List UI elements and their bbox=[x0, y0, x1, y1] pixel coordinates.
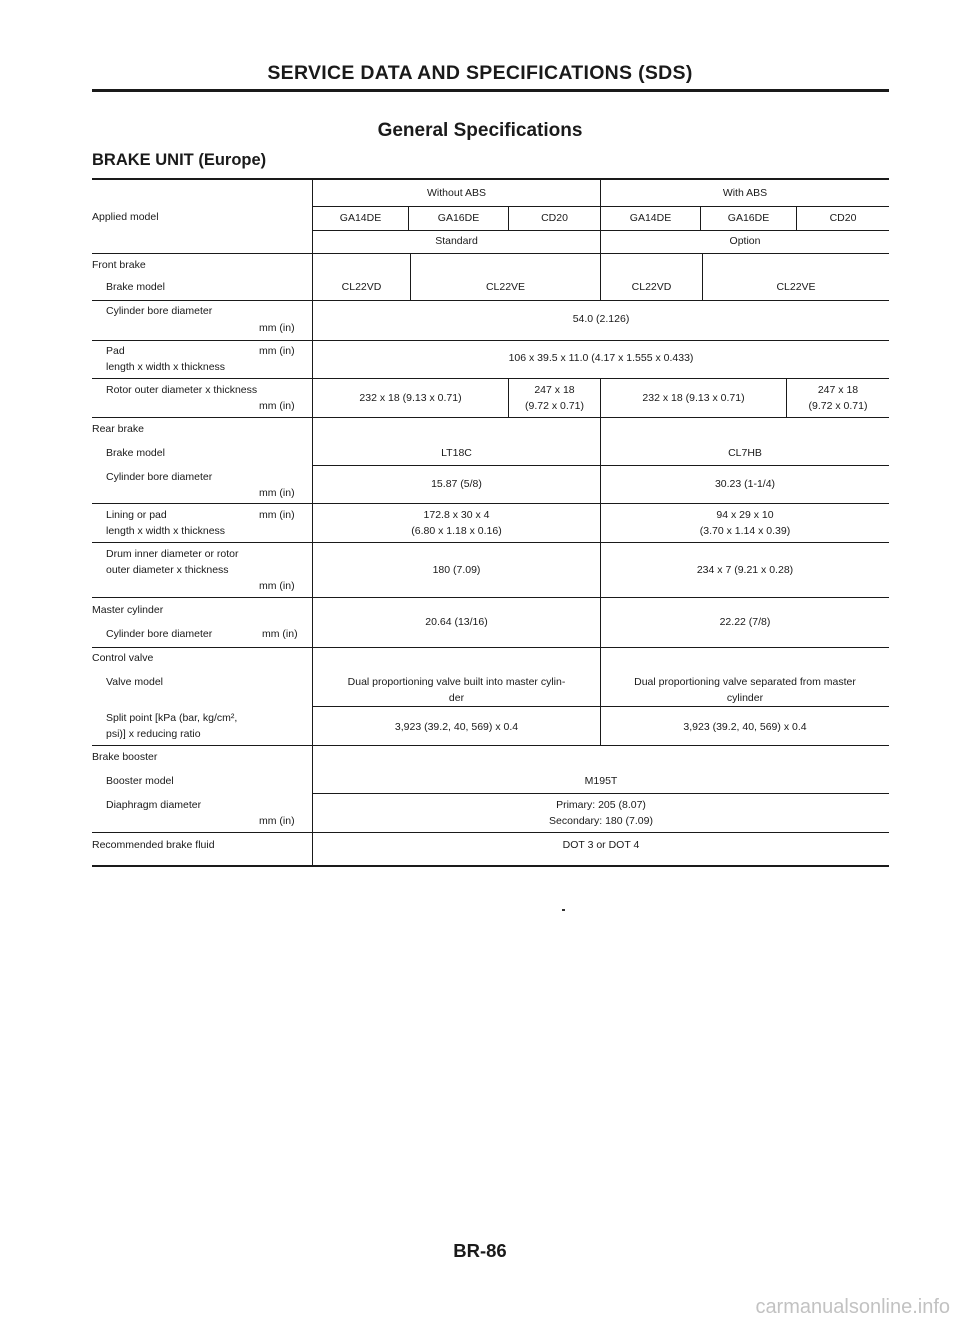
label-drum-1: Drum inner diameter or rotor bbox=[106, 548, 239, 560]
label-lining: Lining or pad bbox=[106, 509, 167, 521]
cell-ga14de-with: GA14DE bbox=[629, 212, 672, 224]
label-master-cylinder: Master cylinder bbox=[92, 604, 164, 616]
cell-split-2: 3,923 (39.2, 40, 569) x 0.4 bbox=[683, 721, 807, 733]
row-line bbox=[92, 300, 889, 301]
table-top-rule bbox=[92, 178, 889, 180]
label-front-brake: Front brake bbox=[92, 259, 146, 271]
label-rear-brake-model: Brake model bbox=[106, 447, 165, 459]
page-number: BR-86 bbox=[453, 1240, 507, 1261]
label-valve-model: Valve model bbox=[106, 676, 164, 688]
row-line bbox=[313, 230, 889, 231]
cell-valve-1a: Dual proportioning valve built into master cylin- bbox=[347, 676, 566, 688]
cell-cd20-with: CD20 bbox=[829, 212, 857, 224]
row-line bbox=[92, 745, 889, 746]
row-line bbox=[92, 253, 889, 254]
cell-valve-2a: Dual proportioning valve separated from master bbox=[634, 676, 856, 688]
cell-front-cyl-bore: 54.0 (2.126) bbox=[572, 313, 630, 325]
label-diaphragm: Diaphragm diameter bbox=[106, 799, 202, 811]
cell-ga16de-without: GA16DE bbox=[437, 212, 480, 224]
cell-without-abs: Without ABS bbox=[427, 187, 486, 199]
cell-diaphragm-1: Primary: 205 (8.07) bbox=[556, 799, 646, 811]
cell-rotor-3: 232 x 18 (9.13 x 0.71) bbox=[642, 392, 745, 404]
row-line bbox=[313, 706, 889, 707]
cell-with-abs: With ABS bbox=[722, 187, 768, 199]
label-split-point-2: psi)] x reducing ratio bbox=[106, 728, 201, 740]
cell-ga16de-with: GA16DE bbox=[727, 212, 770, 224]
label-brake-fluid: Recommended brake fluid bbox=[92, 839, 215, 851]
page-header-title: SERVICE DATA AND SPECIFICATIONS (SDS) bbox=[267, 62, 693, 84]
label-front-cyl-bore: Cylinder bore diameter bbox=[106, 305, 213, 317]
row-line bbox=[92, 340, 889, 341]
cell-front-model-1: CL22VD bbox=[341, 281, 382, 293]
cell-lining-1a: 172.8 x 30 x 4 bbox=[423, 509, 490, 521]
label-diaphragm-unit: mm (in) bbox=[259, 815, 295, 827]
cell-master-2: 22.22 (7/8) bbox=[719, 616, 771, 628]
cell-rotor-2b: (9.72 x 0.71) bbox=[525, 400, 584, 412]
cell-rear-model-1: LT18C bbox=[441, 447, 472, 459]
header-rule bbox=[92, 89, 889, 92]
label-rear-cyl-bore: Cylinder bore diameter bbox=[106, 471, 213, 483]
label-front-brake-model: Brake model bbox=[106, 281, 165, 293]
cell-rotor-4b: (9.72 x 0.71) bbox=[808, 400, 868, 412]
cell-split-1: 3,923 (39.2, 40, 569) x 0.4 bbox=[394, 721, 519, 733]
label-front-cyl-bore-unit: mm (in) bbox=[259, 322, 295, 334]
stray-mark bbox=[562, 909, 565, 911]
label-applied-model: Applied model bbox=[92, 211, 159, 223]
label-rotor: Rotor outer diameter x thickness bbox=[106, 384, 258, 396]
cell-valve-1b: der bbox=[448, 692, 465, 704]
label-lining-unit: mm (in) bbox=[259, 509, 295, 521]
row-line bbox=[92, 597, 889, 598]
label-rear-cyl-bore-unit: mm (in) bbox=[259, 487, 295, 499]
cell-lining-1b: (6.80 x 1.18 x 0.16) bbox=[411, 525, 502, 537]
label-master-bore: Cylinder bore diameter bbox=[106, 628, 213, 640]
cell-brake-fluid: DOT 3 or DOT 4 bbox=[562, 839, 640, 851]
cell-front-model-3: CL22VD bbox=[631, 281, 672, 293]
cell-front-model-2: CL22VE bbox=[485, 281, 526, 293]
cell-option: Option bbox=[729, 235, 761, 247]
watermark: carmanualsonline.info bbox=[755, 1296, 950, 1318]
cell-front-model-4: CL22VE bbox=[776, 281, 816, 293]
row-line bbox=[92, 647, 889, 648]
label-rotor-unit: mm (in) bbox=[259, 400, 295, 412]
cell-rotor-4a: 247 x 18 bbox=[817, 384, 859, 396]
label-pad-unit: mm (in) bbox=[259, 345, 295, 357]
cell-diaphragm-2: Secondary: 180 (7.09) bbox=[549, 815, 653, 827]
row-line bbox=[92, 542, 889, 543]
table-bottom-rule bbox=[92, 865, 889, 867]
label-lining-dims: length x width x thickness bbox=[106, 525, 226, 537]
cell-rotor-1: 232 x 18 (9.13 x 0.71) bbox=[359, 392, 462, 404]
cell-drum-2: 234 x 7 (9.21 x 0.28) bbox=[696, 564, 794, 576]
section-title: General Specifications bbox=[377, 120, 583, 141]
row-line bbox=[92, 378, 889, 379]
cell-standard: Standard bbox=[435, 235, 478, 247]
label-master-bore-unit: mm (in) bbox=[262, 628, 298, 640]
cell-rear-bore-2: 30.23 (1-1/4) bbox=[714, 478, 776, 490]
label-rear-brake: Rear brake bbox=[92, 423, 144, 435]
row-line bbox=[92, 503, 889, 504]
row-line bbox=[92, 417, 889, 418]
label-pad: Pad bbox=[106, 345, 125, 357]
row-line bbox=[313, 793, 889, 794]
cell-cd20-without: CD20 bbox=[541, 212, 568, 224]
label-split-point-1: Split point [kPa (bar, kg/cm², bbox=[106, 712, 238, 724]
row-line bbox=[92, 832, 889, 833]
cell-lining-2a: 94 x 29 x 10 bbox=[716, 509, 774, 521]
cell-valve-2b: cylinder bbox=[726, 692, 764, 704]
cell-drum-1: 180 (7.09) bbox=[432, 564, 481, 576]
cell-ga14de-without: GA14DE bbox=[339, 212, 382, 224]
cell-lining-2b: (3.70 x 1.14 x 0.39) bbox=[699, 525, 791, 537]
label-brake-booster: Brake booster bbox=[92, 751, 158, 763]
label-drum-unit: mm (in) bbox=[259, 580, 295, 592]
cell-rear-model-2: CL7HB bbox=[728, 447, 762, 459]
label-control-valve: Control valve bbox=[92, 652, 154, 664]
row-line bbox=[313, 206, 889, 207]
cell-pad: 106 x 39.5 x 11.0 (4.17 x 1.555 x 0.433) bbox=[508, 352, 694, 364]
row-line bbox=[313, 465, 889, 466]
label-booster-model: Booster model bbox=[106, 775, 174, 787]
label-drum-2: outer diameter x thickness bbox=[106, 564, 229, 576]
label-pad-dims: length x width x thickness bbox=[106, 361, 226, 373]
cell-rear-bore-1: 15.87 (5/8) bbox=[431, 478, 482, 490]
unit-title: BRAKE UNIT (Europe) bbox=[92, 151, 267, 169]
cell-rotor-2a: 247 x 18 bbox=[534, 384, 575, 396]
cell-master-1: 20.64 (13/16) bbox=[425, 616, 488, 628]
cell-booster-model: M195T bbox=[584, 775, 618, 787]
